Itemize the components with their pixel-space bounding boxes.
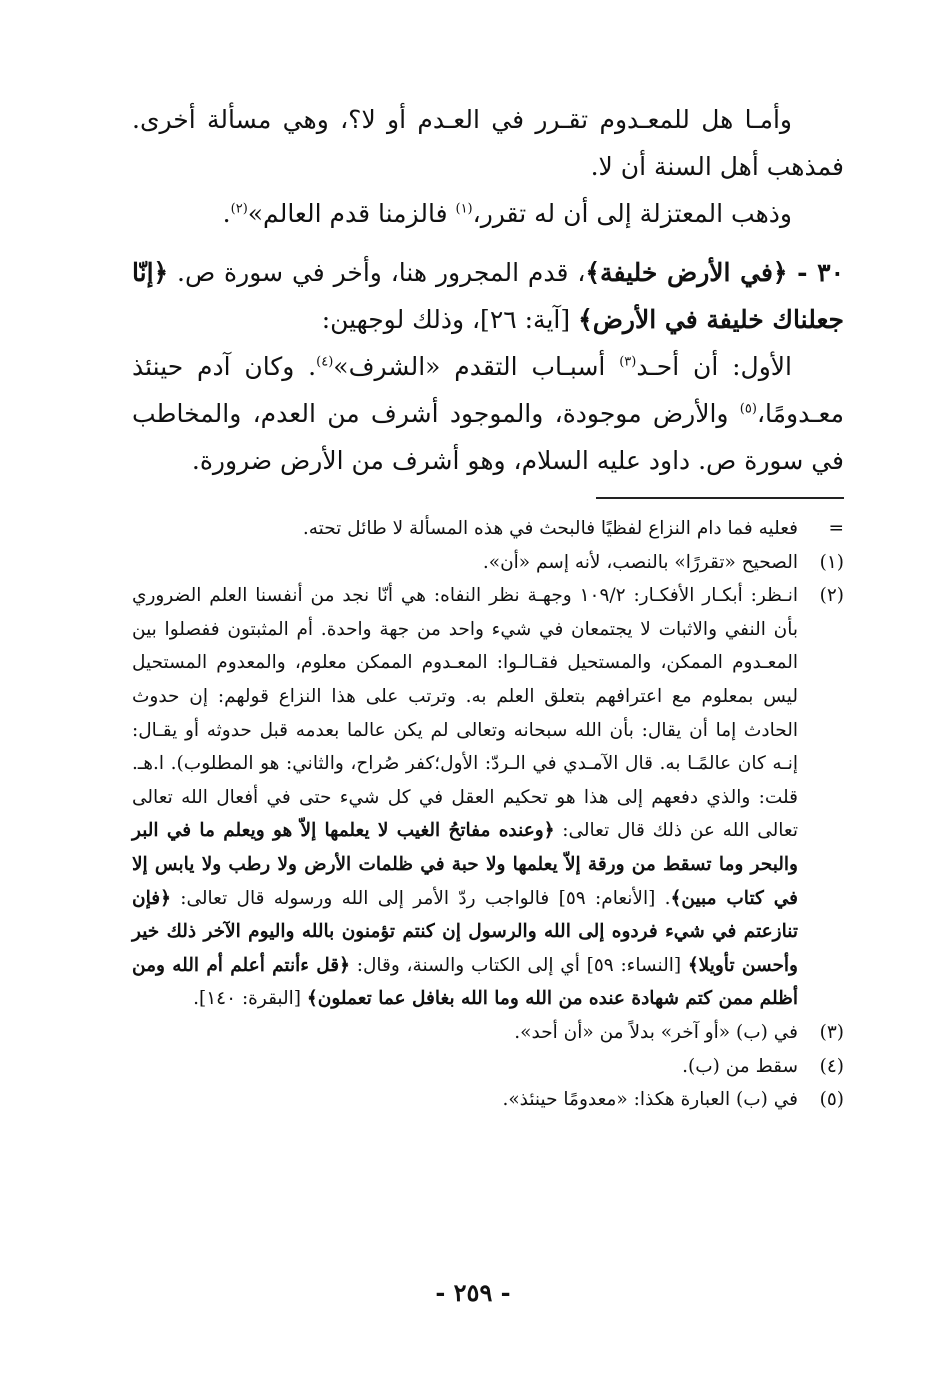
paragraph-text: وأمـا هل للمعـدوم تقـرر في العـدم أو لا؟، وهي مسألة أخرى. فمذهب أهل السنة أن لا.	[132, 105, 844, 181]
footnote-ref[interactable]: (٤)	[316, 354, 334, 370]
paragraph-text: فالزمنا قدم العالم»	[247, 199, 456, 228]
page-number: - ٢٥٩ -	[435, 1278, 511, 1307]
footnote-3	[132, 1016, 844, 1050]
footnote-number: (٥)	[819, 1089, 844, 1111]
paragraph-text: .	[222, 199, 231, 228]
quran-quote: ﴿قل ءأنتم أعلم أم الله ومن أظلم ممن كتم شهادة عنده من الله وما الله بغافل عما تعملون﴾	[132, 954, 798, 1010]
section-heading: ٣٠ - ﴿في الأرض خليفة﴾	[585, 258, 844, 287]
footnote-number: (١)	[819, 551, 844, 573]
quran-quote: ﴿وعنده مفاتحُ الغيب لا يعلمها إلاّ هو ويعلم ما في البر والبحر وما تسقط من ورقة إلاّ يعلمها ولا حبة في ظلمات الأرض ولا رطب ولا يابس إلا في كتاب مبين﴾	[132, 820, 798, 909]
footnote-ref[interactable]: (١)	[455, 201, 473, 217]
paragraph-text: والأرض موجودة، والموجود أشرف من العدم، والمخاطب في سورة ص. داود عليه السلام، وهو أشرف من الأرض ضرورة.	[132, 399, 844, 475]
paragraph-text: وذهب المعتزلة إلى أن له تقرر،	[472, 199, 792, 228]
footnote-text: انـظر: أبكـار الأفكـار: ١٠٩/٢ وجهـة نظر النفاه: هي أنّا نجد من أنفسنا العلم الضروري بأن النفي والاثبات لا يجتمعان في شيء واحد من جهة واحدة. أم المثبتون ففصلوا بين المعـدوم الممكن، والمستحيل فقـالـوا: المعـدوم الممكن معلوم، والمعدوم المستحيل ليس بمعلوم مع اعترافهم بتعلق العلم به. وترتب على هذا النزاع قولهم: إن حدوث الحادث إما أن يقال: بأن الله سبحانه وتعالى لم يكن عالما بعدمه قبل حدوثه أو يقـال: إنـه كان عالمًـا به. قال الآمـدي في الـردّ: الأول؛كفر صُراح، والثاني: هو المطلوب). ا.هـ. قلت: والذي دفعهم إلى هذا هو تحكيم العقل في كل شيء حتى في أفعال الله تعالى تعالى الله عن ذلك قال تعالى:	[132, 585, 799, 842]
footnote-number: (٤)	[819, 1055, 844, 1077]
paragraph-mutazila	[132, 190, 844, 237]
footnote-text: في (ب) «أو آخر» بدلاً من «أن أحد».	[514, 1021, 798, 1043]
footnote-text: الصحيح «تقررًا» بالنصب، لأنه إسم «أن».	[482, 551, 798, 573]
footnote-text: [البقرة: ١٤٠].	[193, 988, 307, 1010]
footnote-continuation	[132, 512, 844, 546]
footnote-text: فعليه فما دام النزاع لفظيًا فالبحث في هذه المسألة لا طائل تحته.	[302, 518, 798, 539]
footnote-ref[interactable]: (٢)	[230, 201, 248, 217]
footnote-text: [النساء: ٥٩] أي إلى الكتاب والسنة، وقال:	[350, 954, 688, 976]
continuation-mark: =	[828, 518, 844, 539]
footnote-text: سقط من (ب).	[682, 1055, 798, 1077]
paragraph-text: أسبـاب التقدم «الشرف»	[333, 352, 620, 381]
paragraph-text: . وكان آدم حينئذ معـدومًا،	[132, 352, 844, 428]
footnote-text: في (ب) العبارة هكذا: «معدومًا حينئذ».	[502, 1089, 798, 1111]
quran-quote: ﴿إنّا جعلناك خليفة في الأرض﴾	[132, 258, 844, 334]
footnote-number: (٢)	[819, 585, 844, 607]
quran-quote: ﴿فإن تنازعتم في شيء فردوه إلى الله والرسول إن كنتم تؤمنون بالله واليوم الآخر ذلك خير وأحسن تأويلا﴾	[132, 887, 798, 976]
footnote-divider	[596, 497, 844, 499]
footnote-ref[interactable]: (٣)	[619, 354, 637, 370]
footnote-text: . [الأنعام: ٥٩] فالواجب ردّ الأمر إلى الله ورسوله قال تعالى:	[170, 887, 671, 909]
paragraph-nonexistent	[132, 96, 844, 190]
footnote-number: (٣)	[819, 1021, 844, 1043]
paragraph-text: [آية: ٢٦]، وذلك لوجهين:	[321, 305, 579, 334]
footnote-ref[interactable]: (٥)	[739, 401, 757, 417]
main-text	[132, 96, 844, 484]
footnote-5	[132, 1083, 844, 1117]
paragraph-first-reason	[132, 343, 844, 484]
paragraph-text: الأول: أن أحـد	[636, 352, 792, 381]
footnote-2	[132, 579, 844, 1016]
footnote-4	[132, 1050, 844, 1084]
footnote-1	[132, 546, 844, 580]
footnotes	[132, 512, 844, 1117]
section-30	[132, 249, 844, 343]
paragraph-text: ، قدم المجرور هنا، وأخر في سورة ص.	[168, 258, 586, 287]
